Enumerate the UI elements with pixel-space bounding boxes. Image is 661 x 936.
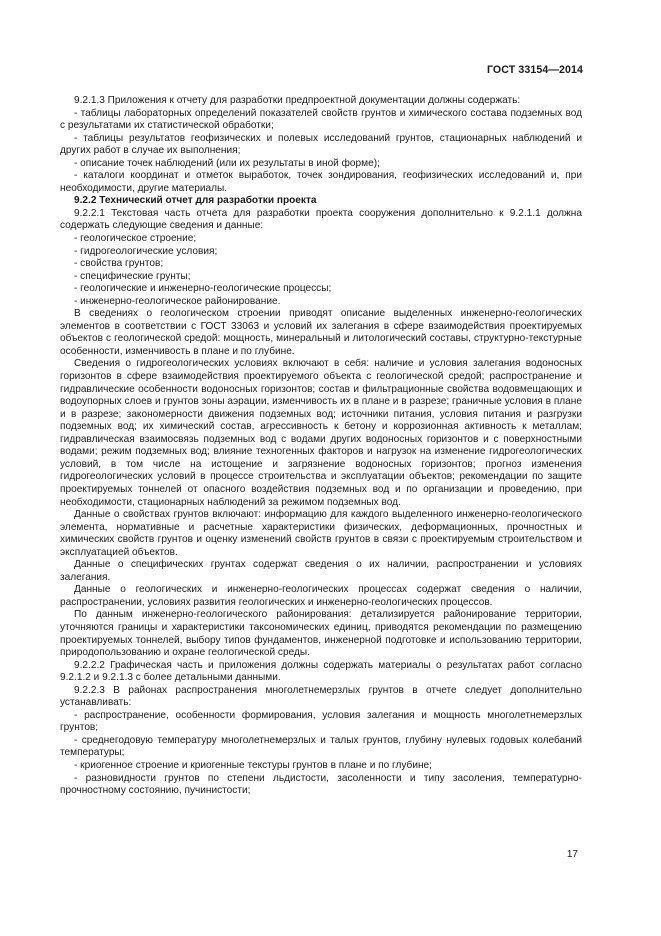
list-item: - таблицы результатов геофизических и полевых исследований грунтов, стационарных наблюдений и других работ в случае их выполнения; [60, 132, 582, 157]
section-heading-9-2-2: 9.2.2 Технический отчет для разработки проекта [74, 195, 317, 207]
list-item: - описание точек наблюдений (или их результаты в иной форме); [74, 157, 380, 169]
list-item: - таблицы лабораторных определений показателей свойств грунтов и химического состава подземных вод с результатами их статистической обработки; [60, 107, 582, 132]
list-item: - каталоги координат и отметок выработок, точек зондирования, геофизических исследований и, при необходимости, другие материалы. [60, 170, 582, 194]
paragraph-zoning: По данным инженерно-геологического районирования: детализируется районирование территории, уточняются границы и характеристики таксономических единиц, приводятся рекомендации по размещению проектируемых тоннелей, выбору типов фундаментов, инженерной подготовке и использованию территории, природопользованию и охране геологической среды. [60, 609, 582, 659]
document-code-header: ГОСТ 33154—2014 [486, 64, 583, 76]
list-item: - разновидности грунтов по степени льдистости, засоленности и типу засоления, температурно-прочностному состоянию, пучинистости; [60, 772, 582, 797]
list-item: - гидрогеологические условия; [74, 245, 218, 257]
list-item: - свойства грунтов; [74, 258, 164, 270]
clause-9-2-2-2: 9.2.2.2 Графическая часть и приложения должны содержать материалы о результатах работ согласно 9.2.1.2 и 9.2.1.3 с более детальными данными. [60, 659, 582, 684]
clause-9-2-2-3: 9.2.2.3 В районах распространения многолетнемерзлых грунтов в отчете следует дополнительно устанавливать: [60, 684, 582, 709]
paragraph-soil-properties: Данные о свойствах грунтов включают: информацию для каждого выделенного инженерно-геологического элемента, нормативные и расчетные характеристики физических, деформационных, прочностных и химических свойств грунтов и оценку изменений свойств грунтов в связи с проектируемым строительством и эксплуатацией объектов. [60, 509, 582, 558]
clause-9-2-1-3: 9.2.1.3 Приложения к отчету для разработки предпроектной документации должны содержать: [74, 95, 521, 106]
paragraph-hydrogeology: Сведения о гидрогеологических условиях включают в себя: наличие и условия залегания водоносных горизонтов в сфере взаимодействия проектируемого объекта с геологической средой; распространение и гидравлические особенности водоносных горизонтов; состав и фильтрационные свойства водовмещающих и водоупорных слоев и грунтов зоны аэрации, изменчивость их в плане и в разрезе; граничные условия в плане и в разрезе; закономерности движения подземных вод; источники питания, условия питания и разгрузки подземных вод; их химический состав, агрессивность к бетону и коррозионная активность к металлам; гидравлическая взаимосвязь подземных вод с водами других водоносных горизонтов и с поверхностными водами; режим подземных вод; влияние техногенных факторов и нагрузок на изменение гидрогеологических условий, в том числе на истощение и загрязнение водоносных горизонтов; прогноз изменения гидрогеологических условий в процессе строительства и эксплуатации объектов; рекомендации по защите проектируемых тоннелей от опасного воздействия подземных вод и по организации и проведению, при необходимости, стационарных наблюдений за режимом подземных вод. [60, 358, 582, 508]
document-body [60, 95, 582, 798]
paragraph-geological-structure: В сведениях о геологическом строении приводят описание выделенных инженерно-геологических элементов в соответствии с ГОСТ 33063 и условий их залегания в сфере взаимодействия проектируемых объектов с геологической средой: мощность, минеральный и литологический составы, структурно-текстурные особенности, изменчивость в плане и по глубине. [60, 308, 582, 357]
clause-9-2-2-1: 9.2.2.1 Текстовая часть отчета для разработки проекта сооружения дополнительно к 9.2.1.1 должна содержать следующие сведения и данные: [60, 207, 582, 232]
list-item: - геологическое строение; [74, 233, 197, 245]
list-item: - распространение, особенности формирования, условия залегания и мощность многолетнемерзлых грунтов; [60, 709, 582, 734]
paragraph-specific-soils: Данные о специфических грунтах содержат сведения о их наличии, распространении и условиях залегания. [60, 559, 582, 583]
page-number: 17 [566, 849, 578, 860]
list-item: - специфические грунты; [74, 270, 191, 282]
paragraph-geological-processes: Данные о геологических и инженерно-геологических процессах содержат сведения о наличии, распространении, условиях развития геологических и инженерно-геологических процессов. [60, 584, 582, 608]
list-item: - инженерно-геологическое районирование. [74, 295, 281, 307]
list-item: - криогенное строение и криогенные текстуры грунтов в плане и по глубине; [74, 759, 432, 771]
list-item: - среднегодовую температуру многолетнемерзлых и талых грунтов, глубину нулевых годовых колебаний температуры; [60, 734, 582, 759]
list-item: - геологические и инженерно-геологические процессы; [74, 283, 332, 295]
